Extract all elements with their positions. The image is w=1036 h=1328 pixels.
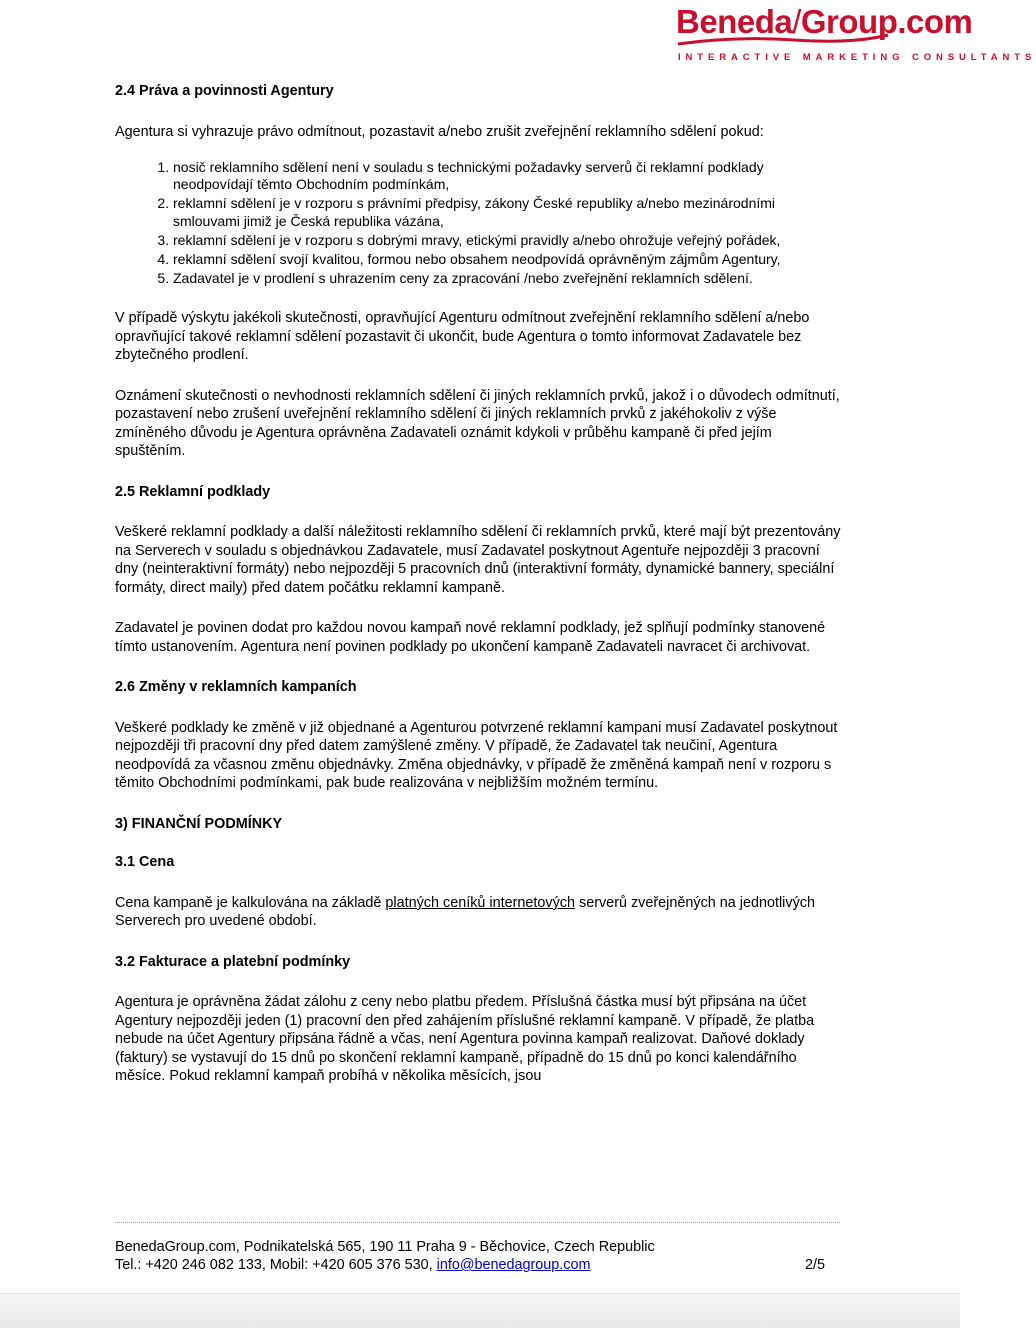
section-heading-3: 3) FINANČNÍ PODMÍNKY: [115, 815, 283, 832]
company-logo: [676, 2, 1036, 68]
document-body: [115, 82, 845, 1086]
section-heading-3-1: 3.1 Cena: [115, 854, 175, 871]
paragraph: Veškeré podklady ke změně v již objednané a Agenturou potvrzené reklamní kampani musí Zadavatel poskytnout nejpozději tři pracovní dny před datem zamýšlené změny. V případě, že Zadavatel tak neučiní, Agentura neodpovídá za včasnou změnu objednávky. Změna objednávky, v případě že změněná kampaň není v rozporu s těmito Obchodními podmínkami, pak bude realizována v nejbližším možném termínu.: [115, 719, 838, 792]
footer-address: BenedaGroup.com, Podnikatelská 565, 190 11 Praha 9 - Běchovice, Czech Republic: [115, 1239, 655, 1255]
list-item: 5. Zadavatel je v prodlení s uhrazením ceny za zpracování /nebo zveřejnění reklamních sdělení.: [173, 270, 845, 287]
page-number: 2/5: [804, 1257, 825, 1273]
list-item: 3. reklamní sdělení je v rozporu s dobrými mravy, etickými pravidly a/nebo ohrožuje veřejný pořádek,: [173, 232, 845, 249]
logo-separator: /: [792, 3, 801, 40]
page-bottom-band: [0, 1293, 960, 1328]
footer-email-link[interactable]: info@benedagroup.com: [436, 1257, 591, 1273]
section-heading-2-4: 2.4 Práva a povinnosti Agentury: [115, 83, 334, 99]
logo-name: Beneda: [676, 3, 793, 40]
logo-swoosh-icon: [676, 32, 891, 48]
price-list-link[interactable]: platných ceníků internetových: [385, 894, 575, 911]
section-heading-2-6: 2.6 Změny v reklamních kampaních: [115, 679, 357, 696]
footer-contacts: [115, 1256, 590, 1274]
refusal-reasons-list: [115, 159, 845, 287]
list-item: 4. reklamní sdělení svojí kvalitou, formou nebo obsahem neodpovídá oprávněným zájmům Agentury,: [173, 251, 845, 268]
footer-contact-line: [115, 1256, 825, 1274]
paragraph: V případě výskytu jakékoli skutečnosti, opravňující Agenturu odmítnout zveřejnění reklamního sdělení a/nebo opravňující takové reklamní sdělení pozastavit či ukončit, bude Agentura o tomto informovat Zadavatele bez zbytečného prodlení.: [115, 310, 810, 364]
paragraph: [115, 894, 845, 931]
list-item: 1. nosič reklamního sdělení není v souladu s technickými požadavky serverů či reklamní podklady neodpovídají těmto Obchodním podmínkám,: [173, 159, 845, 193]
section-2-4-intro: Agentura si vyhrazuje právo odmítnout, pozastavit a/nebo zrušit zveřejnění reklamního sdělení pokud:: [115, 123, 764, 140]
logo-domain: Group.com: [800, 3, 973, 40]
paragraph: Zadavatel je povinen dodat pro každou novou kampaň nové reklamní podklady, jež splňují podmínky stanovené tímto ustanovením. Agentura není povinen podklady po ukončení kampaně Zadavateli navracet či archivovat.: [115, 620, 826, 655]
paragraph: Agentura je oprávněna žádat zálohu z ceny nebo platbu předem. Příslušná částka musí být připsána na účet Agentury nejpozději jeden (1) pracovní den před zahájením příslušné reklamní kampaně. V případě, že platba nebude na účet Agentury připsána řádně a včas, není Agentura povinna kampaň realizovat. Daňové doklady (faktury) se vystavují do 15 dnů po skončení reklamní kampaně, případně do 15 dnů po konci kalendářního měsíce. Pokud reklamní kampaň probíhá v několika měsících, jsou: [115, 994, 815, 1085]
text: serverů zveřejněných na jednotlivých Serverech pro uvedené období.: [115, 894, 815, 930]
footer-divider: [115, 1222, 840, 1223]
logo-tagline: INTERACTIVE MARKETING CONSULTANTS: [678, 52, 1036, 63]
section-heading-3-2: 3.2 Fakturace a platební podmínky: [115, 953, 351, 970]
paragraph: Oznámení skutečnosti o nevhodnosti reklamních sdělení či jiných reklamních prvků, jakož i o důvodech odmítnutí, pozastavení nebo zrušení uveřejnění reklamního sdělení či jiných reklamních prvků z jakéhokoliv z výše zmíněného důvodu je Agentura oprávněna Zadavateli oznámit kdykoli v průběhu kampaně či před jejím spuštěním.: [115, 387, 840, 460]
list-item: 2. reklamní sdělení je v rozporu s právními předpisy, zákony České republiky a/nebo mezinárodními smlouvami jimiž je Česká republika vázána,: [173, 195, 845, 229]
page-footer: [115, 1238, 825, 1274]
paragraph: Veškeré reklamní podklady a další náležitosti reklamního sdělení či reklamních prvků, které mají být prezentovány na Serverech v souladu s objednávkou Zadavatele, musí Zadavatel poskytnout Agentuře nejpozději 3 pracovní dny (neinteraktivní formáty) nebo nejpozději 5 pracovních dnů (interaktivní formáty, dynamické bannery, speciální formáty, direct maily) před datem počátku reklamní kampaně.: [115, 524, 841, 596]
footer-phones: Tel.: +420 246 082 133, Mobil: +420 605 376 530,: [115, 1257, 437, 1273]
text: Cena kampaně je kalkulována na základě: [115, 894, 386, 911]
section-heading-2-5: 2.5 Reklamní podklady: [115, 483, 271, 500]
